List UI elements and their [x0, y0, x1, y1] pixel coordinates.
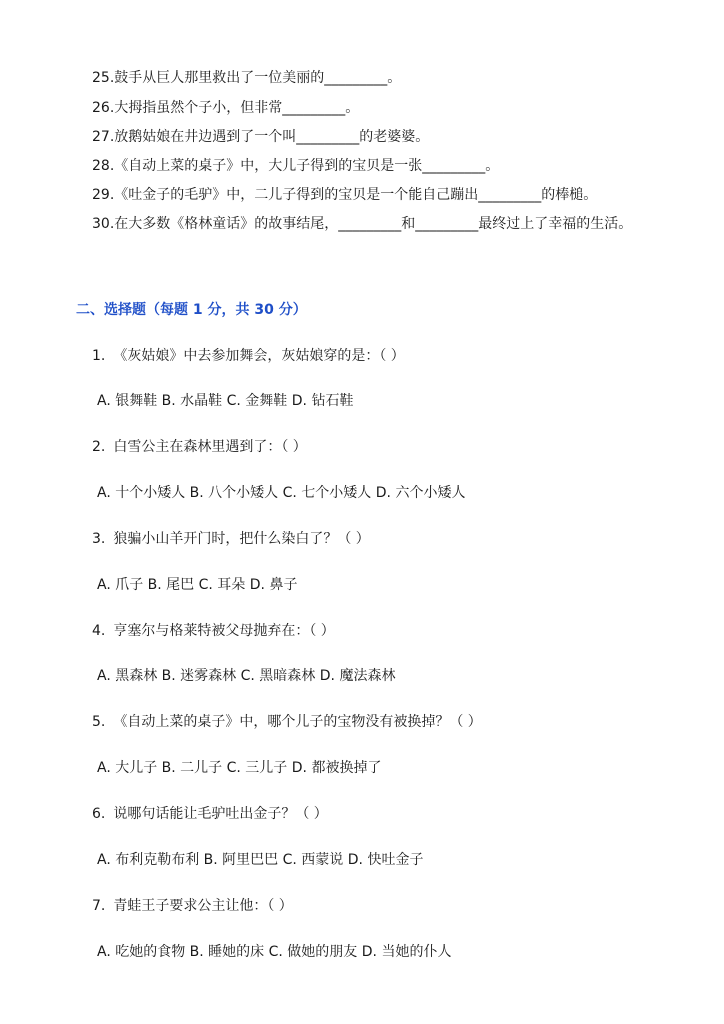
- question-text: 亨塞尔与格莱特被父母抛弃在：（ ）: [113, 623, 335, 639]
- question-number: 5.: [92, 714, 106, 730]
- section-title: 二、选择题（每题 1 分，共 30 分）: [76, 302, 307, 318]
- question-number: 3.: [92, 531, 106, 547]
- fill-in-question-25: 25.鼓手从巨人那里救出了一位美丽的_________。: [92, 70, 402, 86]
- question-7: [92, 896, 293, 916]
- fill-in-question-26: 26.大拇指虽然个子小，但非常_________。: [92, 100, 360, 116]
- question-6-options: A. 布利克勒布利 B. 阿里巴巴 C. 西蒙说 D. 快吐金子: [97, 852, 424, 868]
- question-text: 白雪公主在森林里遇到了：（ ）: [113, 439, 307, 455]
- fill-in-question-30: 30.在大多数《格林童话》的故事结尾，_________和_________最终过上了幸福的生活。: [92, 216, 633, 232]
- question-number: 2.: [92, 439, 106, 455]
- question-number: 6.: [92, 806, 106, 822]
- question-text: 青蛙王子要求公主让他：（ ）: [113, 898, 293, 914]
- question-text: 说哪句话能让毛驴吐出金子？（ ）: [113, 806, 328, 822]
- question-4-options: A. 黑森林 B. 迷雾森林 C. 黑暗森林 D. 魔法森林: [97, 668, 396, 684]
- question-2: [92, 437, 307, 457]
- fill-in-question-27: 27.放鹅姑娘在井边遇到了一个叫_________的老婆婆。: [92, 129, 430, 145]
- question-text: 《自动上菜的桌子》中，哪个儿子的宝物没有被换掉？（ ）: [113, 714, 482, 730]
- question-text: 《灰姑娘》中去参加舞会，灰姑娘穿的是：（ ）: [113, 348, 405, 364]
- question-text: 狼骗小山羊开门时，把什么染白了？（ ）: [113, 531, 370, 547]
- question-number: 7.: [92, 898, 106, 914]
- question-1: [92, 346, 405, 366]
- question-6: [92, 804, 328, 824]
- question-number: 1.: [92, 348, 106, 364]
- fill-in-question-29: 29.《吐金子的毛驴》中，二儿子得到的宝贝是一个能自己蹦出_________的棒槌。: [92, 187, 598, 203]
- question-7-options: A. 吃她的食物 B. 睡她的床 C. 做她的朋友 D. 当她的仆人: [97, 944, 452, 960]
- question-3: [92, 529, 370, 549]
- question-3-options: A. 爪子 B. 尾巴 C. 耳朵 D. 鼻子: [97, 577, 298, 593]
- question-5: [92, 712, 482, 732]
- question-1-options: A. 银舞鞋 B. 水晶鞋 C. 金舞鞋 D. 钻石鞋: [97, 393, 354, 409]
- question-number: 4.: [92, 623, 106, 639]
- fill-in-question-28: 28.《自动上菜的桌子》中，大儿子得到的宝贝是一张_________。: [92, 158, 500, 174]
- question-2-options: A. 十个小矮人 B. 八个小矮人 C. 七个小矮人 D. 六个小矮人: [97, 485, 466, 501]
- question-5-options: A. 大儿子 B. 二儿子 C. 三儿子 D. 都被换掉了: [97, 760, 382, 776]
- question-4: [92, 621, 335, 641]
